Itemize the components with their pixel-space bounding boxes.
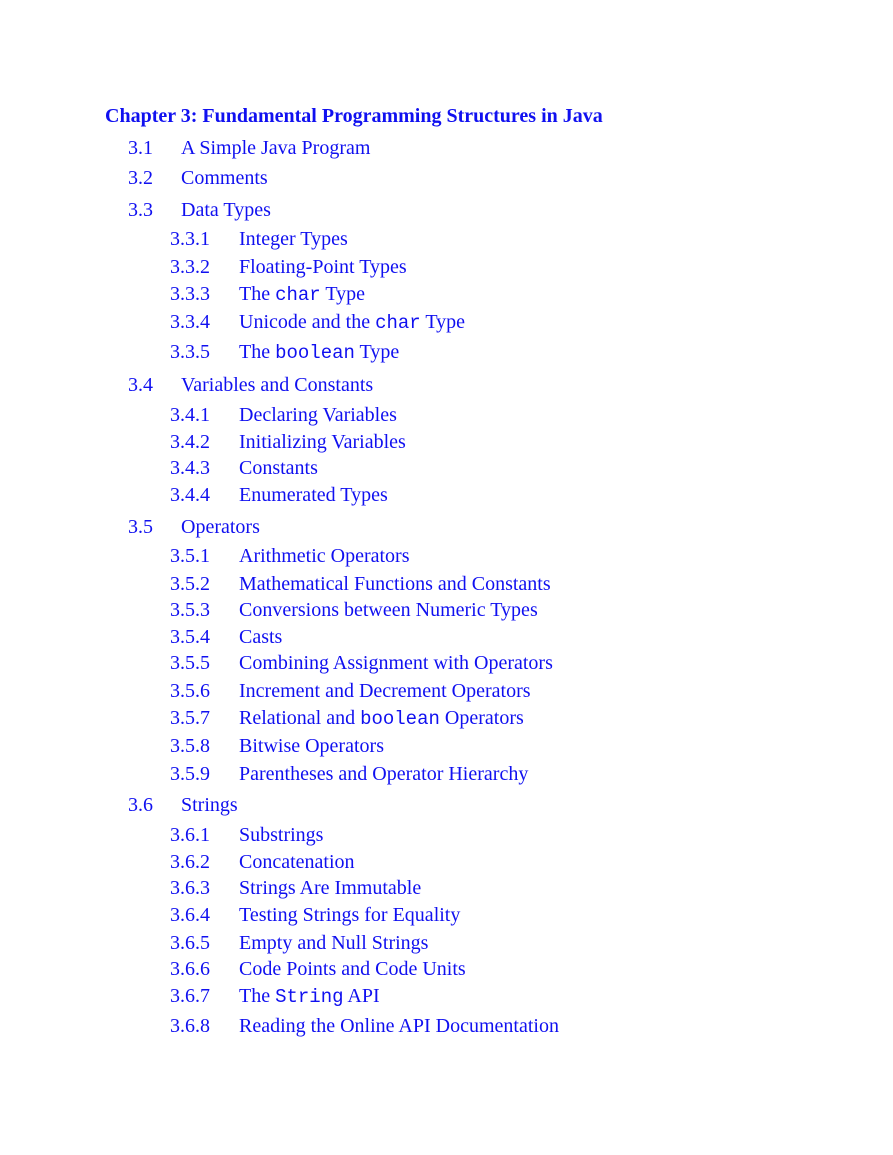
toc-entry-title — [239, 734, 384, 758]
title-text: Reading the Online API Documentation — [239, 1015, 559, 1037]
title-text: Strings Are Immutable — [239, 877, 422, 899]
title-text: Testing Strings for Equality — [239, 904, 461, 926]
title-text: Bitwise Operators — [239, 735, 384, 757]
title-text: Strings — [181, 794, 238, 816]
toc-entry-title — [239, 850, 355, 874]
toc-entry-title — [239, 255, 407, 279]
title-text: Integer Types — [239, 228, 348, 250]
toc-entry-number: 3.1 — [128, 137, 153, 159]
title-text: Floating-Point Types — [239, 256, 407, 278]
chapter-title-link[interactable]: Chapter 3: Fundamental Programming Structures in Java — [105, 105, 603, 127]
toc-entry-number: 3.4.4 — [170, 484, 210, 506]
toc-entry-number: 3.5.7 — [170, 707, 210, 729]
toc-entry-title — [239, 903, 460, 927]
title-text: Code Points and Code Units — [239, 958, 466, 980]
toc-entry-number: 3.5.6 — [170, 680, 210, 702]
title-text: Arithmetic Operators — [239, 545, 410, 567]
title-text: Substrings — [239, 824, 324, 846]
title-text: Mathematical Functions and Constants — [239, 573, 551, 595]
toc-entry-title — [181, 515, 260, 539]
toc-entry-number: 3.4 — [128, 374, 153, 396]
toc-entry-title — [239, 544, 410, 568]
toc-entry-number: 3.5.8 — [170, 735, 210, 757]
toc-entry-title — [181, 166, 268, 190]
toc-entry-number: 3.3.5 — [170, 341, 210, 363]
title-text: The — [239, 341, 276, 363]
toc-entry-title — [239, 651, 553, 675]
toc-entry-number: 3.5.1 — [170, 545, 210, 567]
toc-entry-number: 3.3.3 — [170, 283, 210, 305]
toc-entry-number: 3.5.2 — [170, 573, 210, 595]
toc-entry-number: 3.4.2 — [170, 431, 210, 453]
toc-entry-title — [181, 373, 373, 397]
toc-entry-title — [239, 1014, 559, 1038]
toc-entry-number: 3.2 — [128, 167, 153, 189]
code-keyword: char — [275, 284, 321, 306]
title-text: A Simple Java Program — [181, 137, 371, 159]
title-text: Comments — [181, 167, 268, 189]
toc-entry-number: 3.5.4 — [170, 626, 210, 648]
title-text: Operators — [181, 516, 260, 538]
title-text: Type — [420, 311, 466, 333]
title-text: Type — [320, 283, 366, 305]
toc-entry-number: 3.6.7 — [170, 985, 210, 1007]
title-text: Operators — [439, 707, 524, 729]
toc-entry-number: 3.3 — [128, 199, 153, 221]
title-text: The — [239, 283, 276, 305]
toc-entry-title — [239, 876, 421, 900]
toc-entry-title — [181, 136, 370, 160]
toc-entry-title — [239, 931, 428, 955]
toc-entry-number: 3.5 — [128, 516, 153, 538]
code-keyword: boolean — [275, 342, 355, 364]
toc-entry-title — [239, 282, 365, 307]
toc-entry-number: 3.3.4 — [170, 311, 210, 333]
toc-entry-title — [239, 823, 323, 847]
title-text: Declaring Variables — [239, 404, 397, 426]
toc-entry-number: 3.4.1 — [170, 404, 210, 426]
title-text: Combining Assignment with Operators — [239, 652, 553, 674]
toc-entry-number: 3.3.1 — [170, 228, 210, 250]
toc-entry-title — [239, 483, 388, 507]
toc-entry-number: 3.6.6 — [170, 958, 210, 980]
code-keyword: char — [375, 312, 421, 334]
toc-entry-number: 3.6.8 — [170, 1015, 210, 1037]
title-text: Unicode and the — [239, 311, 376, 333]
toc-entry-number: 3.6.2 — [170, 851, 210, 873]
toc-entry-number: 3.6.5 — [170, 932, 210, 954]
toc-entry-number: 3.6.1 — [170, 824, 210, 846]
toc-entry-title — [239, 598, 538, 622]
toc-entry-title — [239, 310, 465, 335]
toc-entry-title — [239, 679, 531, 703]
toc-entry-title — [239, 706, 524, 731]
toc-entry-title — [239, 430, 406, 454]
code-keyword: boolean — [360, 708, 440, 730]
toc-entry-number: 3.5.3 — [170, 599, 210, 621]
toc-entry-title — [239, 403, 397, 427]
title-text: Initializing Variables — [239, 431, 406, 453]
title-text: Variables and Constants — [181, 374, 374, 396]
code-keyword: String — [275, 986, 344, 1008]
toc-entry-number: 3.6.4 — [170, 904, 210, 926]
toc-entry-number: 3.5.5 — [170, 652, 210, 674]
title-text: The — [239, 985, 276, 1007]
toc-entry-number: 3.4.3 — [170, 457, 210, 479]
title-text: Data Types — [181, 199, 271, 221]
toc-entry-title — [239, 340, 399, 365]
toc-entry-number: 3.6 — [128, 794, 153, 816]
title-text: Conversions between Numeric Types — [239, 599, 538, 621]
title-text: Increment and Decrement Operators — [239, 680, 531, 702]
toc-entry-number: 3.6.3 — [170, 877, 210, 899]
title-text: API — [343, 985, 380, 1007]
toc-entry-title — [239, 762, 528, 786]
toc-entry-title — [239, 572, 551, 596]
title-text: Parentheses and Operator Hierarchy — [239, 763, 529, 785]
title-text: Constants — [239, 457, 318, 479]
title-text: Relational and — [239, 707, 361, 729]
title-text: Enumerated Types — [239, 484, 388, 506]
toc-entry-title — [239, 456, 318, 480]
title-text: Type — [354, 341, 400, 363]
toc-entry-title — [239, 625, 282, 649]
toc-entry-number: 3.3.2 — [170, 256, 210, 278]
toc-entry-title — [239, 227, 348, 251]
toc-entry-title — [181, 198, 271, 222]
toc-entry-number: 3.5.9 — [170, 763, 210, 785]
title-text: Casts — [239, 626, 283, 648]
toc-entry-title — [181, 793, 238, 817]
toc-entry-title — [239, 957, 466, 981]
title-text: Concatenation — [239, 851, 355, 873]
toc-entry-title — [239, 984, 380, 1009]
title-text: Empty and Null Strings — [239, 932, 429, 954]
